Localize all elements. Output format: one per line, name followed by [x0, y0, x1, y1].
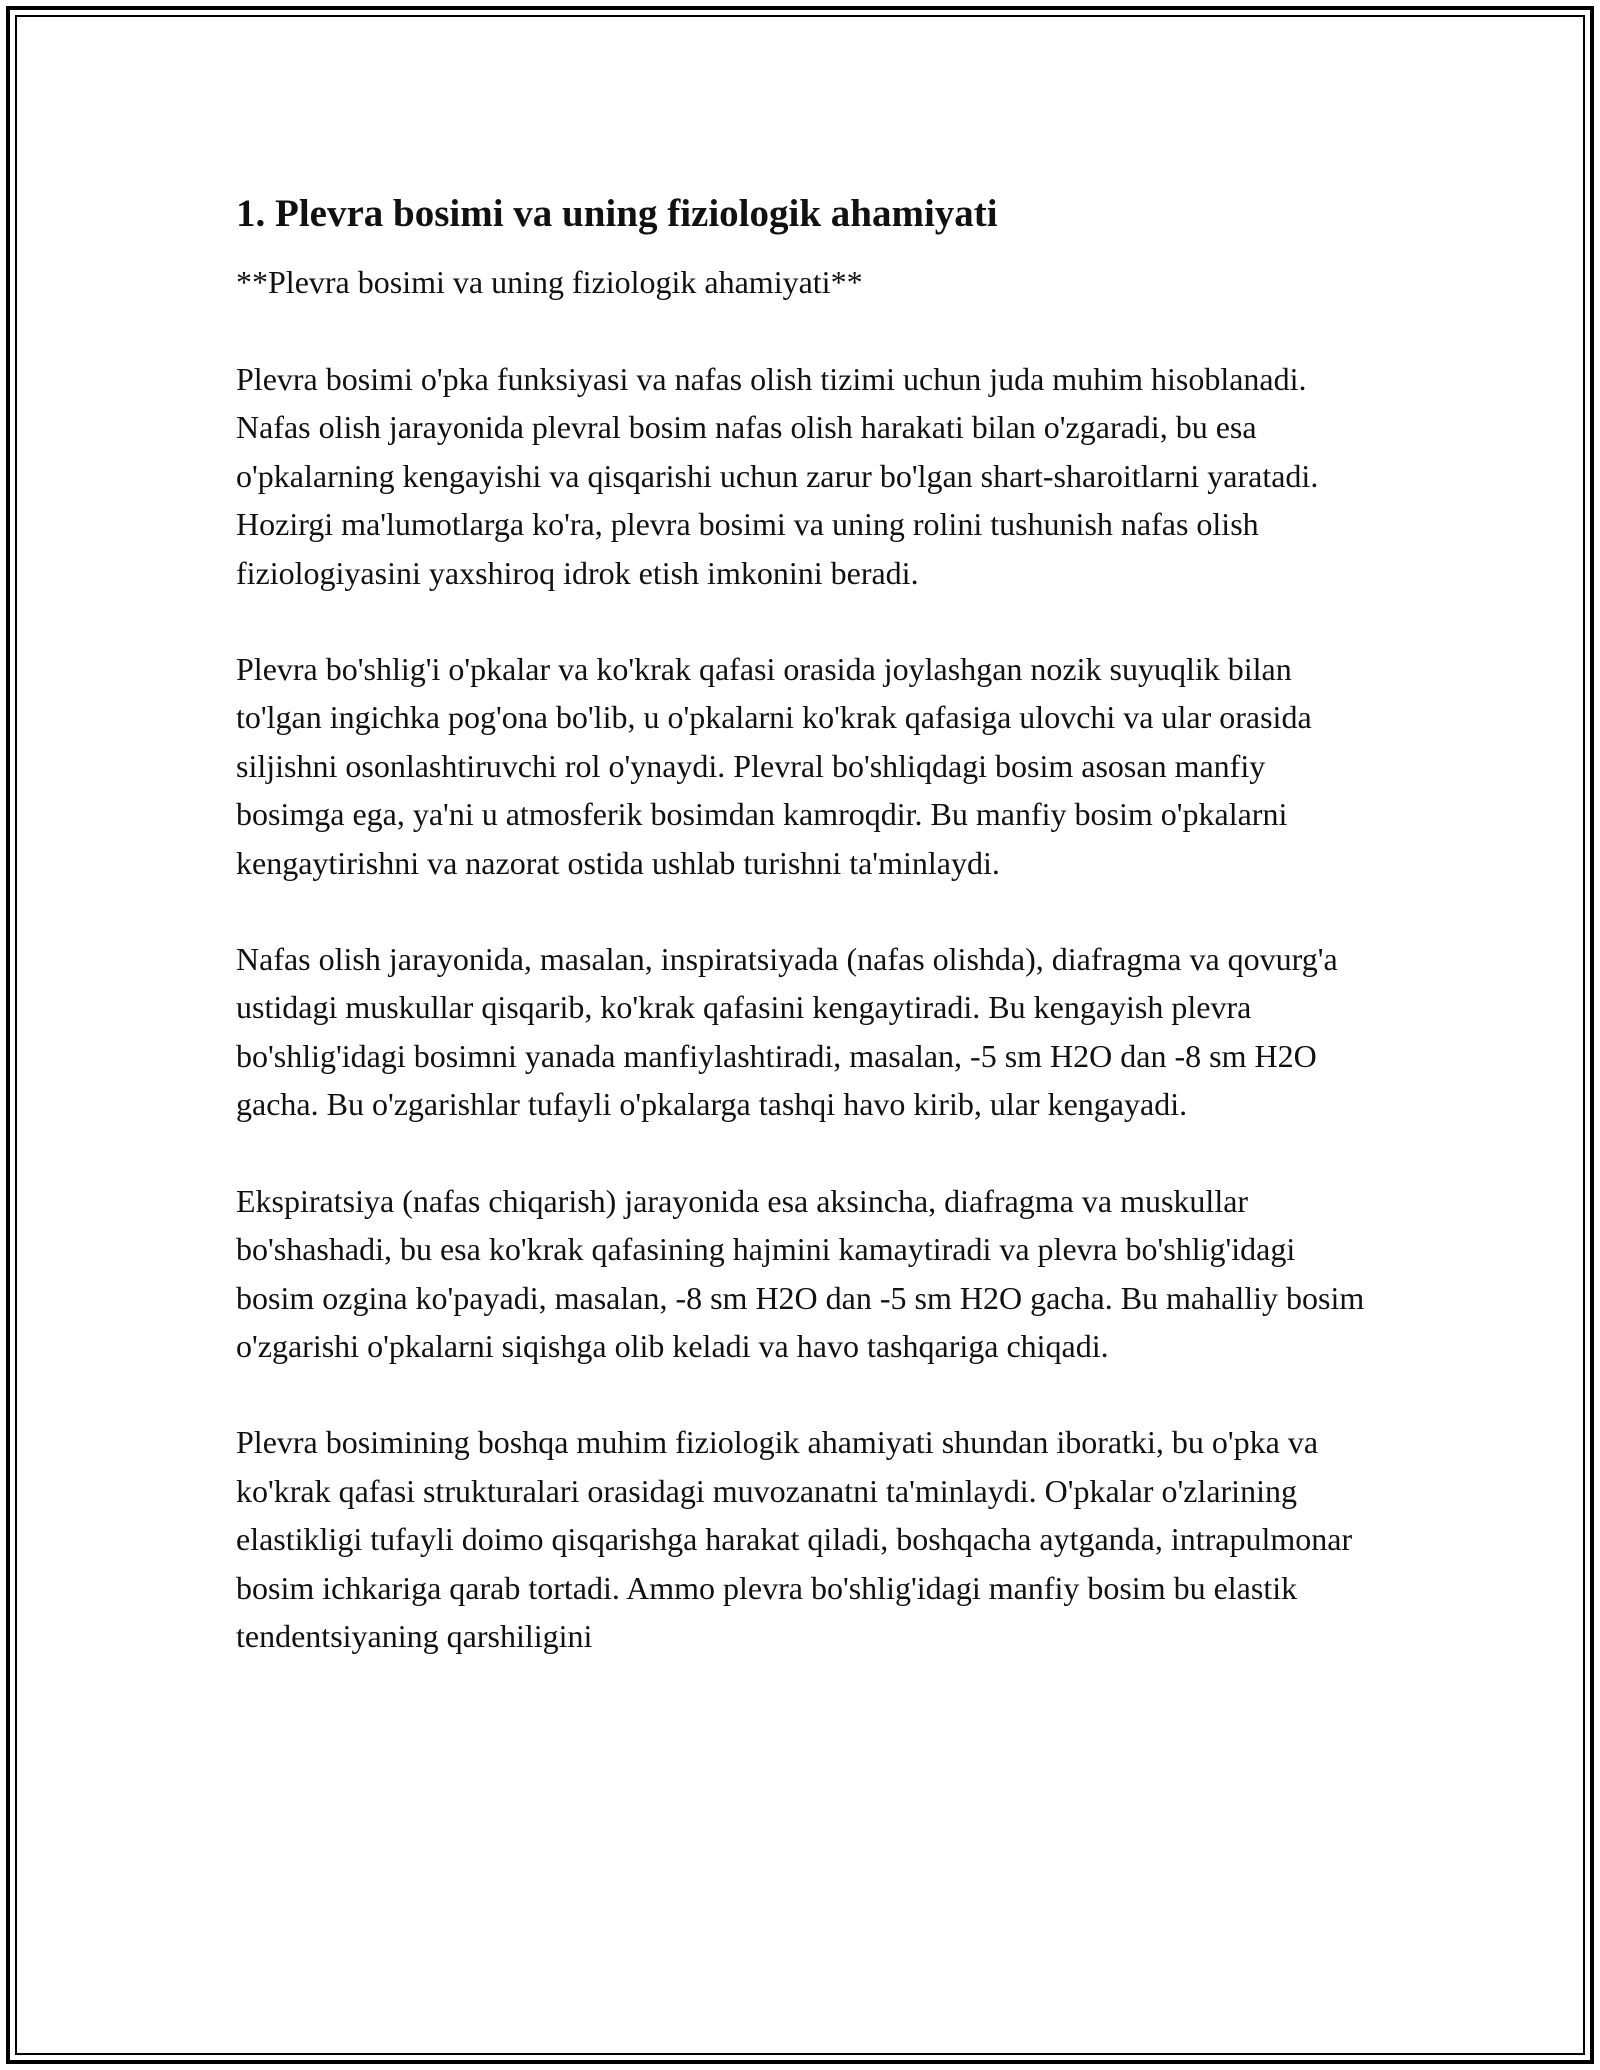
document-body — [236, 188, 1368, 1708]
paragraph-1: Plevra bosimi o'pka funksiyasi va nafas olish tizimi uchun juda muhim hisoblanadi. Nafas olish jarayonida plevral bosim nafas olish harakati bilan o'zgaradi, bu esa o'pkalarning kengayishi va qisqarishi uchun zarur bo'lgan shart-sharoitlarni yaratadi. Hozirgi ma'lumotlarga ko'ra, plevra bosimi va uning rolini tushunish nafas olish fiziologiyasini yaxshiroq idrok etish imkonini beradi. — [236, 361, 1319, 591]
paragraph-4: Ekspiratsiya (nafas chiqarish) jarayonida esa aksincha, diafragma va muskullar bo'shashadi, bu esa ko'krak qafasining hajmini kamaytiradi va plevra bo'shlig'idagi bosim ozgina ko'payadi, masalan, -8 sm H2O dan -5 sm H2O gacha. Bu mahalliy bosim o'zgarishi o'pkalarni siqishga olib keladi va havo tashqariga chiqadi. — [236, 1182, 1365, 1364]
paragraph-2: Plevra bo'shlig'i o'pkalar va ko'krak qafasi orasida joylashgan nozik suyuqlik bilan to'lgan ingichka pog'ona bo'lib, u o'pkalarni ko'krak qafasiga ulovchi va ular orasida siljishni osonlashtiruvchi rol o'ynaydi. Plevral bo'shliqdagi bosim asosan manfiy bosimga ega, ya'ni u atmosferik bosimdan kamroqdir. Bu manfiy bosim o'pkalarni kengaytirishni va nazorat ostida ushlab turishni ta'minlaydi. — [236, 651, 1312, 881]
paragraph-3: Nafas olish jarayonida, masalan, inspiratsiyada (nafas olishda), diafragma va qovurg'a ustidagi muskullar qisqarib, ko'krak qafasini kengaytiradi. Bu kengayish plevra bo'shlig'idagi bosimni yanada manfiylashtiradi, masalan, -5 sm H2O dan -8 sm H2O gacha. Bu o'zgarishlar tufayli o'pkalarga tashqi havo kirib, ular kengayadi. — [236, 941, 1338, 1123]
section-subtitle: **Plevra bosimi va uning fiziologik ahamiyati** — [236, 264, 863, 300]
section-heading: 1. Plevra bosimi va uning fiziologik ahamiyati — [236, 192, 998, 235]
paragraph-5: Plevra bosimining boshqa muhim fiziologik ahamiyati shundan iboratki, bu o'pka va ko'krak qafasi strukturalari orasidagi muvozanatni ta'minlaydi. O'pkalar o'zlarining elastikligi tufayli doimo qisqarishga harakat qiladi, boshqacha aytganda, intrapulmonar bosim ichkariga qarab tortadi. Ammo plevra bo'shlig'idagi manfiy bosim bu elastik tendentsiyaning qarshiligini — [236, 1424, 1353, 1654]
